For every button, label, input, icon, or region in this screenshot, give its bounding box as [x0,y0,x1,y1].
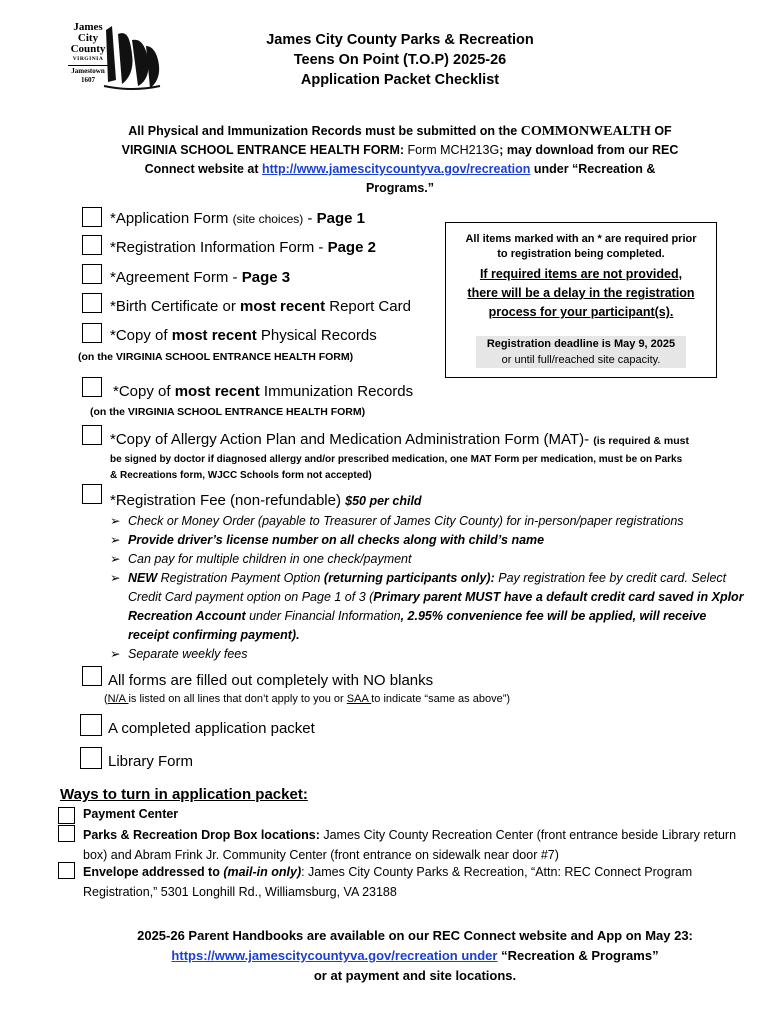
item-text: *Copy of Allergy Action Plan and Medication Administration Form (MAT)- [110,431,594,448]
fee-bullet-2 [110,531,750,550]
bullet-part: under Financial Information [245,609,401,623]
checkbox-registration-info[interactable] [82,235,102,255]
drop-box-locations [83,825,753,865]
drop-box-text: James City County Recreation Center (front entrance beside Library return box) and Abram Frink Jr. Community Center (front entrance on sidewalk near door #7) [83,828,737,862]
item-text: *Agreement Form - [110,269,242,286]
item-page: Page 3 [241,269,291,286]
item-note: (site choices) [232,212,304,226]
item-forms-filled: All forms are filled out completely with NO blanks [108,672,434,689]
title-line-1: James City County Parks & Recreation [266,32,534,48]
item-page: Page 1 [316,210,365,227]
deadline-sub: or until full/reached site capacity. [501,354,661,366]
footer-line-2 [60,946,770,966]
required-items-notice [445,222,717,378]
envelope-mail: (mail-in only) [223,865,302,879]
envelope-label: Envelope addressed to [83,865,224,879]
note-text: is listed on all lines that don’t apply to you or [128,693,347,705]
envelope-instructions [83,862,743,902]
deadline-line: Registration deadline is May 9, 2025 [486,338,676,350]
bullet-text: Can pay for multiple children in one check/payment [128,552,412,566]
item-text-2: Physical Records [256,327,377,344]
item-registration-fee [110,491,422,511]
bullet-primary: Primary parent MUST have a default credit card saved in Xplor Recreation Account [128,590,744,623]
logo-line-5: Jamestown [71,67,105,75]
notice-line-1: All items marked with an * are required prior [465,233,697,245]
checkbox-registration-fee[interactable] [82,484,102,504]
intro-text-2: COMMONWEALTH [520,124,651,139]
checkbox-immunization-records[interactable] [82,377,102,397]
footer-line-3: or at payment and site locations. [313,968,517,983]
payment-center: Payment Center [83,807,179,821]
bullet-text [110,569,750,645]
title-line-3: Application Packet Checklist [300,72,500,88]
arrow-icon: ➢ [110,647,121,661]
footer-line-1: 2025-26 Parent Handbooks are available on our REC Connect website and App on May 23: [137,928,693,943]
fee-amount: $50 per child [345,494,422,508]
checkbox-birth-certificate[interactable] [82,293,102,313]
notice-line-5: process for your participant(s). [488,305,674,319]
logo-line-3: County [70,43,106,55]
fee-bullet-5 [110,645,750,664]
intro-text-1: All Physical and Immunization Records must be submitted on the [128,124,521,138]
note-text-2: to indicate “same as above”) [371,693,511,705]
checkbox-payment-center[interactable] [58,807,75,824]
ships-sails-icon [102,20,162,92]
handbook-link[interactable]: https://www.jamescitycountyva.gov/recreation under [171,948,498,963]
deadline-text [476,336,686,368]
item-bold: most recent [174,383,260,400]
recreation-link[interactable]: http://www.jamescitycountyva.gov/recreation [262,162,531,176]
bullet-new: NEW [128,571,158,585]
arrow-icon: ➢ [110,514,121,528]
item-bold: most recent [240,298,326,315]
notice-line-3: If required items are not provided, [479,267,683,281]
title-line-2: Teens On Point (T.O.P) 2025-26 [293,52,507,68]
paren: ( [104,693,108,705]
bullet-returning: (returning participants only): [323,571,495,585]
item-text: *Copy of [113,383,175,400]
checkbox-forms-filled[interactable] [82,666,102,686]
turn-in-heading: Ways to turn in application packet: [60,786,308,803]
intro-text-5: ; may download from our REC Connect website at [144,143,679,176]
logo-line-1: James [73,21,103,33]
logo-line-2: City [77,32,99,44]
item-birth-certificate [110,297,411,317]
page-title [200,30,600,90]
checkbox-completed-packet[interactable] [80,714,102,736]
item-allergy-plan [110,430,689,451]
bullet-text: Check or Money Order (payable to Treasurer of James City County) for in-person/paper registrations [128,514,684,528]
item-immunization-records [113,382,413,402]
saa-text: SAA [346,693,372,705]
forms-filled-note [104,693,510,705]
intro-paragraph [110,122,690,198]
fee-bullet-3 [110,550,750,569]
intro-text-3: OF VIRGINIA SCHOOL ENTRANCE HEALTH FORM: [121,124,672,157]
envelope-text: : James City County Parks & Recreation, “Attn: REC Connect Program Registration,” 5301 Longhill Rd., Williamsburg, VA 23188 [83,865,693,899]
logo-line-6: 1607 [81,76,95,84]
checkbox-library-form[interactable] [80,747,102,769]
allergy-note-line-2: & Recreations form, WJCC Schools form not accepted) [110,470,372,481]
item-application-form [110,209,365,229]
bullet-part: Registration Payment Option [157,571,324,585]
footer-line-2-text: “Recreation & Programs” [497,948,659,963]
physical-note: (on the VIRGINIA SCHOOL ENTRANCE HEALTH FORM) [78,351,354,363]
checkbox-agreement[interactable] [82,264,102,284]
arrow-icon: ➢ [110,533,121,547]
item-text-2: Immunization Records [259,383,414,400]
arrow-icon: ➢ [110,552,121,566]
na-text: N/A [107,693,129,705]
item-text: *Birth Certificate or [110,298,241,315]
bullet-fee: , 2.95% convenience fee will be applied, will receive receipt confirming payment). [128,609,707,642]
drop-box-label: Parks & Recreation Drop Box locations: [83,828,320,842]
item-bold: most recent [171,327,257,344]
logo-line-4: VIRGINIA [72,56,104,62]
footer [60,926,770,986]
item-page: Page 2 [327,239,376,256]
item-registration-info [110,238,376,258]
item-text: *Registration Information Form - [110,239,328,256]
item-text: *Copy of [110,327,172,344]
item-note: (is required & must [593,435,689,447]
checkbox-physical-records[interactable] [82,323,102,343]
item-sep: - [303,210,317,227]
checkbox-application-form[interactable] [82,207,102,227]
item-physical-records [110,326,377,346]
checkbox-drop-box[interactable] [58,825,75,842]
notice-line-2: to registration being completed. [497,248,665,260]
bullet-text: Provide driver’s license number on all checks along with child’s name [128,533,545,547]
immunization-note: (on the VIRGINIA SCHOOL ENTRANCE HEALTH FORM) [90,406,366,418]
fee-bullet-4 [110,569,750,645]
bullet-text: Separate weekly fees [128,647,248,661]
item-text-2: Report Card [325,298,411,315]
item-library-form: Library Form [108,753,194,770]
intro-text-4: Form MCH213G [404,143,500,157]
county-logo [62,18,160,98]
notice-line-4: there will be a delay in the registration [467,286,695,300]
intro-text-6: under “Recreation & Programs.” [365,162,656,195]
item-completed-packet: A completed application packet [108,720,315,737]
allergy-note [110,452,750,484]
checkbox-envelope[interactable] [58,862,75,879]
arrow-icon: ➢ [110,571,121,585]
item-agreement [110,268,290,288]
bullet-part: Pay registration fee by credit card. Select Credit Card payment option on Page 1 of 3 ( [128,571,727,604]
fee-bullet-1 [110,512,750,531]
item-text: *Registration Fee (non-refundable) [110,492,346,509]
allergy-note-line-1: be signed by doctor if diagnosed allergy and/or prescribed medication, one MAT Form per medication, must be on Parks [110,454,683,465]
item-text: *Application Form [110,210,233,227]
checkbox-allergy-plan[interactable] [82,425,102,445]
